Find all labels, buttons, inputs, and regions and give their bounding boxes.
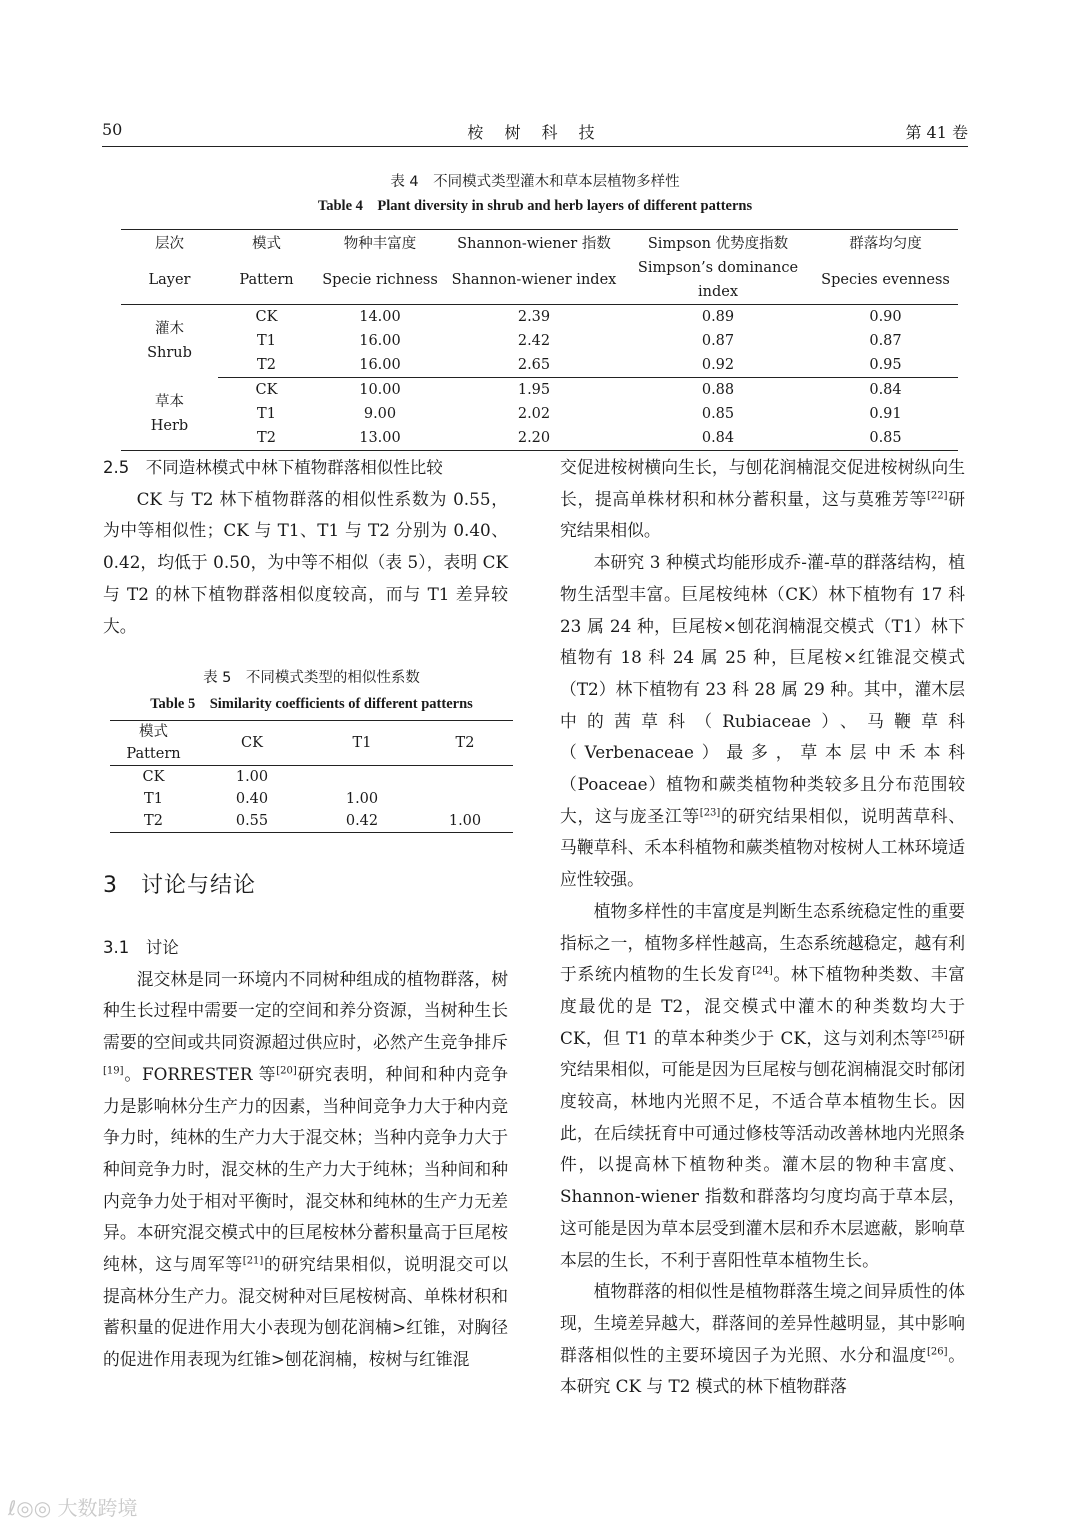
t4-header-en: Simpson’s dominance index	[623, 256, 813, 305]
t4-cell: 16.00	[315, 353, 445, 378]
t4-cell: 0.84	[869, 382, 902, 398]
t4-header-en: Specie richness	[315, 256, 445, 305]
t4-header-zh: 模式	[218, 230, 315, 257]
t5-cell: 0.42	[307, 810, 417, 833]
text-run: 。林下植物种类数、丰富度最优的是 T2，混交模式中灌木的种类数均大于 CK，但 T1 的草本种类少于 CK，这与刘利杰等	[560, 964, 965, 1048]
text-run: 植物群落的相似性是植物群落生境之间异质性的体现，生境差异越大，群落间的差异性越明显，其中影响群落相似性的主要环境因子为光照、水分和温度	[560, 1281, 965, 1365]
t4-cell: T1	[257, 333, 276, 349]
t4-header-en: Pattern	[218, 256, 315, 305]
running-header	[102, 120, 968, 147]
t4-cell: T2	[218, 353, 315, 378]
left-column-bottom	[103, 932, 508, 1376]
text-run: 研究结果相似，可能是因为巨尾桉与刨花润楠混交时郁闭度较高，林地内光照不足，不适合草本植物生长。因此，在后续抚育中可通过修枝等活动改善林地内光照条件，以提高林下植物种类。灌木层的物种丰富度、Shannon-wiener 指数和群落均匀度均高于草本层，这可能是因为草本层受到灌木层和乔木层遮蔽，影响草本层的生长，不利于喜阳性草本植物生长。	[560, 1027, 965, 1270]
text-run: 研究表明，种间和种内竞争力是影响林分生产力的因素，当种间竞争力大于种内竞争力时，纯林的生产力大于混交林；当种内竞争力大于种间竞争力时，混交林的生产力大于纯林；当种间和种内竞争力处于相对平衡时，混交林和纯林的生产力无差异。本研究混交模式中的巨尾桉林分蓄积量高于巨尾桉纯林，这与周军等	[103, 1063, 508, 1275]
watermark	[8, 1492, 138, 1521]
t5-cell	[417, 766, 513, 789]
t4-cell: 0.89	[701, 309, 735, 325]
citation: [26]	[926, 1346, 948, 1358]
table5-caption-en: Table 5 Similarity coefficients of different patterns	[150, 696, 473, 712]
section-2-5-paragraph: CK 与 T2 林下植物群落的相似性系数为 0.55，为中等相似性；CK 与 T1、T1 与 T2 分别为 0.40、0.42，均低于 0.50，为中等不相似（表 5），表明 CK 与 T2 的林下植物群落相似度较高，而与 T1 差异较大。	[103, 488, 508, 636]
text-run: 的研究结果相似，说明混交可以提高林分生产力。混交树种对巨尾桉树高、单株材积和蓄积量的促进作用大小表现为刨花润楠>红锥，对胸径的促进作用表现为红锥>刨花润楠，桉树与红锥混	[103, 1254, 508, 1370]
t4-layer-en: Shrub	[147, 345, 192, 362]
paragraph	[560, 896, 965, 1276]
volume-label: 第 41 卷	[905, 123, 968, 142]
chapter-3-title: 3 讨论与结论	[103, 873, 256, 898]
t5-col-header: CK	[197, 721, 307, 766]
t4-cell: T2	[218, 426, 315, 451]
citation: [25]	[927, 1029, 948, 1041]
section-3-1-paragraph	[103, 964, 508, 1376]
table4	[121, 229, 958, 451]
t4-header-zh: 群落均匀度	[813, 230, 958, 257]
journal-title: 桉 树 科 技	[467, 123, 603, 142]
t5-cell: T2	[110, 810, 197, 833]
table4-caption-zh: 表 4 不同模式类型灌木和草本层植物多样性	[390, 174, 680, 190]
left-column-top	[103, 452, 508, 642]
paragraph	[560, 547, 965, 896]
table5	[110, 720, 513, 833]
t4-cell: 0.87	[701, 333, 735, 349]
table5-caption-zh: 表 5 不同模式类型的相似性系数	[203, 670, 420, 686]
citation: [20]	[276, 1065, 297, 1077]
t4-cell: 0.87	[869, 333, 902, 349]
t4-cell: 0.92	[623, 353, 813, 378]
right-column	[560, 452, 965, 1403]
t4-cell: 2.42	[517, 333, 551, 349]
page-number: 50	[102, 120, 123, 139]
t4-header-zh: 物种丰富度	[315, 230, 445, 257]
t4-cell: 2.02	[517, 406, 551, 422]
t4-cell: 0.85	[701, 406, 735, 422]
t5-header-zh: 模式	[139, 724, 168, 740]
citation: [24]	[752, 965, 773, 977]
text-run: 植物多样性的丰富度是判断生态系统稳定性的重要指标之一，植物多样性越高，生态系统越稳定，越有利于系统内植物的生长发育	[560, 900, 965, 985]
t4-cell: 13.00	[315, 426, 445, 451]
citation: [19]	[103, 1065, 124, 1077]
t4-cell: 0.91	[869, 406, 902, 422]
t5-cell: 1.00	[345, 791, 379, 807]
text-run: 研究结果相似。	[560, 488, 965, 541]
t4-cell: 0.88	[701, 382, 735, 398]
t4-cell: 0.85	[813, 426, 958, 451]
t5-col-header: T1	[307, 721, 417, 766]
t4-layer-zh: 草本	[155, 393, 184, 410]
citation: [22]	[926, 490, 948, 502]
table4-caption-en: Table 4 Plant diversity in shrub and herb layers of different patterns	[317, 198, 753, 214]
t5-cell: 1.00	[235, 769, 269, 785]
text-run: 。FORRESTER 等	[123, 1063, 277, 1084]
t5-cell: T1	[144, 791, 163, 807]
t5-cell	[307, 766, 417, 789]
citation: [23]	[699, 807, 721, 819]
t4-cell: 16.00	[359, 333, 401, 349]
t4-cell: T1	[257, 406, 276, 422]
t5-cell: 1.00	[417, 810, 513, 833]
watermark-text: 大数跨境	[57, 1496, 138, 1520]
text-run: 混交林是同一环境内不同树种组成的植物群落，树种生长过程中需要一定的空间和养分资源，当树种生长需要的空间或共同资源超过供应时，必然产生竞争排斥	[103, 968, 508, 1053]
t4-layer-zh: 灌木	[155, 321, 184, 338]
section-2-5-title: 2.5 不同造林模式中林下植物群落相似性比较	[103, 458, 443, 477]
t5-header-pattern	[110, 721, 197, 766]
t5-cell: CK	[142, 769, 165, 785]
t4-header-en: Shannon-wiener index	[445, 256, 623, 305]
t4-cell: 0.84	[623, 426, 813, 451]
t4-header-en: Layer	[121, 256, 218, 305]
t4-cell: 1.95	[517, 382, 551, 398]
t5-cell: 0.55	[197, 810, 307, 833]
t4-layer-herb	[121, 378, 218, 451]
t4-header-zh: Shannon-wiener 指数	[445, 230, 623, 257]
t4-cell: 10.00	[359, 382, 401, 398]
t4-cell: CK	[255, 309, 278, 325]
t5-cell	[417, 788, 513, 810]
t4-cell: 9.00	[363, 406, 397, 422]
text-run: 交促进桉树横向生长，与刨花润楠混交促进桉树纵向生长，提高单株材积和林分蓄积量，这与莫雅芳等	[560, 457, 965, 509]
watermark-logo-icon: ℓ◎◎	[8, 1496, 58, 1520]
t4-cell: 0.90	[869, 309, 902, 325]
t4-cell: 2.20	[445, 426, 623, 451]
t5-header-en: Pattern	[126, 746, 181, 762]
t4-cell: CK	[255, 382, 278, 398]
t5-col-header: T2	[417, 721, 513, 766]
t4-header-en: Species evenness	[813, 256, 958, 305]
citation: [21]	[242, 1255, 264, 1267]
t4-cell: 2.65	[445, 353, 623, 378]
t4-header-zh: Simpson 优势度指数	[623, 230, 813, 257]
t4-cell: 2.39	[517, 309, 551, 325]
text-run: 的研究结果相似，说明茜草科、马鞭草科、禾本科植物和蕨类植物对桉树人工林环境适应性较强。	[560, 805, 965, 890]
section-3-1-title: 3.1 讨论	[103, 938, 179, 957]
t4-cell: 0.95	[813, 353, 958, 378]
text-run: 本研究 3 种模式均能形成乔-灌-草的群落结构，植物生活型丰富。巨尾桉纯林（CK）林下植物有 17 科 23 属 24 种，巨尾桉×刨花润楠混交模式（T1）林下植物有 18 科 24 属 25 种，巨尾桉×红锥混交模式（T2）林下植物有 23 科 28 属 29 种。其中，灌木层中的茜草科（Rubiaceae）、马鞭草科（Verbenaceae）最多，草本层中禾本科（Poaceae）植物和蕨类植物种类较多且分布范围较大，这与庞圣江等	[560, 552, 965, 826]
text-run: 。本研究 CK 与 T2 模式的林下植物群落	[560, 1344, 965, 1397]
paragraph-continued	[560, 452, 965, 547]
t5-cell: 0.40	[235, 791, 269, 807]
paragraph	[560, 1276, 965, 1403]
t4-header-zh: 层次	[121, 230, 218, 257]
t4-cell: 14.00	[359, 309, 401, 325]
t4-layer-en: Herb	[150, 417, 189, 434]
t4-layer-shrub	[121, 305, 218, 378]
